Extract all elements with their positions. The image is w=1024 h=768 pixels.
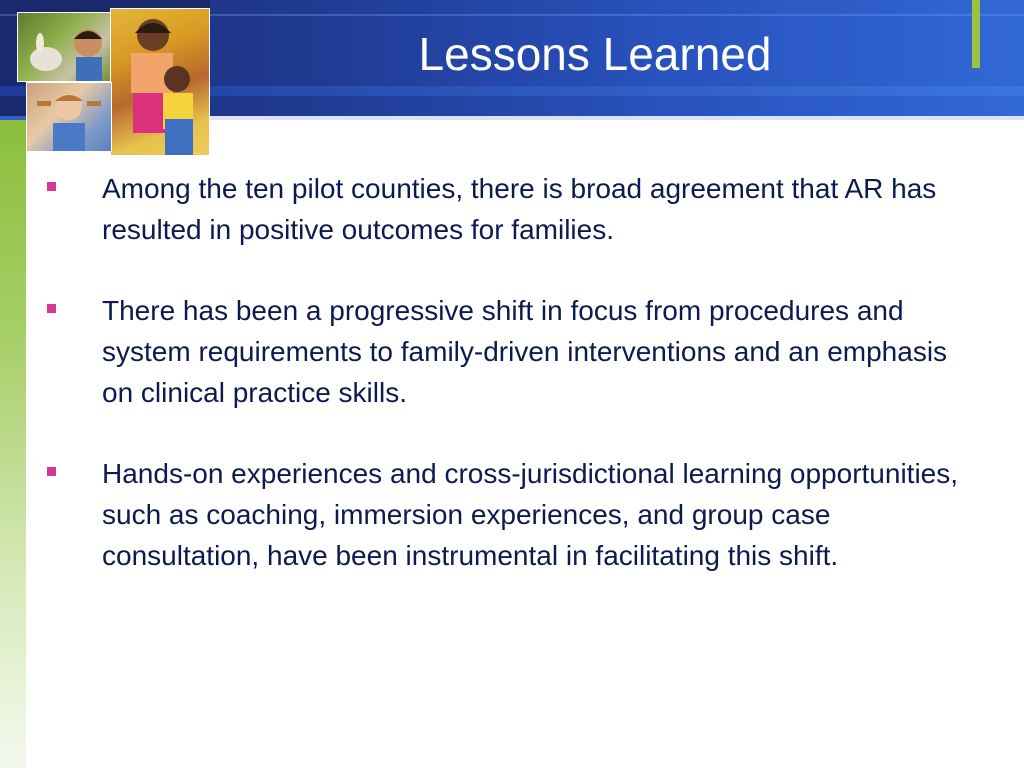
bullet-square-icon (47, 182, 56, 191)
bullet-square-icon (47, 467, 56, 476)
bullet-text: Among the ten pilot counties, there is broad agreement that AR has resulted in positive outcomes for families. (102, 173, 937, 245)
photo-girl-with-pigtails-art (27, 83, 111, 151)
photo-girl-with-pigtails (26, 82, 112, 152)
slide-title: Lessons Learned (418, 28, 772, 80)
left-accent-bar (0, 120, 26, 768)
bullet-item (44, 453, 984, 576)
bullet-text: Hands-on experiences and cross-jurisdictional learning opportunities, such as coaching, immersion experiences, and group case consultation, have been instrumental in facilitating this shift. (102, 458, 959, 571)
bullet-item (44, 290, 984, 413)
accent-vertical-line (972, 0, 980, 68)
photo-two-children-art (111, 9, 209, 155)
bullet-item (44, 168, 984, 250)
photo-two-children (110, 8, 210, 156)
photo-child-with-rabbit (17, 12, 113, 82)
photo-child-with-rabbit-art (18, 13, 112, 81)
bullet-square-icon (47, 304, 56, 313)
bullet-text: There has been a progressive shift in focus from procedures and system requirements to family-driven interventions and an emphasis on clinical practice skills. (102, 295, 948, 408)
bullet-list (44, 168, 984, 616)
